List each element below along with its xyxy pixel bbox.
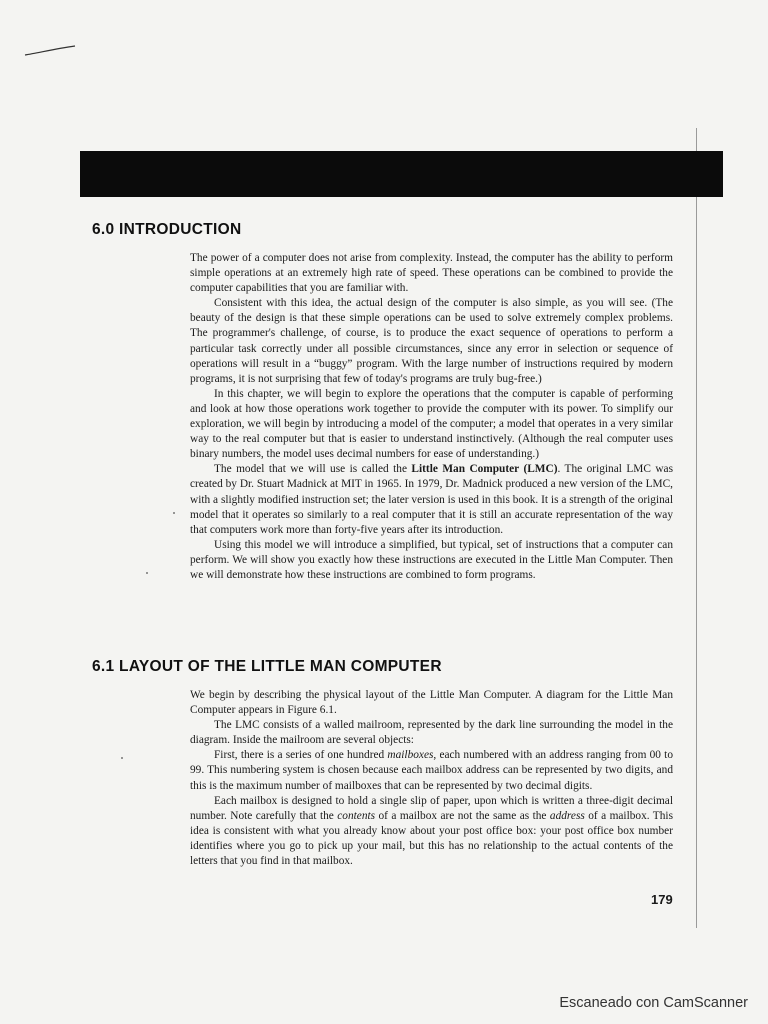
paragraph: We begin by describing the physical layout of the Little Man Computer. A diagram for the Little Man Computer appears in Figure 6.1. [190,689,673,717]
paragraph-text: First, there is a series of one hundred [214,749,388,762]
paragraph [190,748,673,793]
paragraph-text: Each mailbox is designed to hold a single slip of paper, upon which is written a three-digit decimal number. Note carefully that the [190,794,673,822]
paragraph [190,794,673,869]
paragraph: The power of a computer does not arise from complexity. Instead, the computer has the ability to perform simple operations at an extremely high rate of speed. These operations can be combined to provide the computer capabilities that you are familiar with. [190,252,673,295]
paragraph-text: , each numbered with an address ranging from 00 to 99. This numbering system is chosen because each mailbox address can be represented by two digits, and this is the maximum number of mailboxes that can be represented by two decimal digits. [190,749,673,792]
scan-speck [146,572,148,574]
paragraph: Using this model we will introduce a simplified, but typical, set of instructions that a computer can perform. We will show you exactly how these instructions are executed in the Little Man Computer. Then we will demonstrate how these instructions are combined to form programs. [190,538,673,581]
paragraph-text: . The original LMC was created by Dr. Stuart Madnick at MIT in 1965. In 1979, Dr. Madnick produced a new version of the LMC, with a slightly modified instruction set; the later version is used in this book. It is a strength of the original model that it operates so similarly to a real computer that it is still an accurate representation of the way that computers work more than forty-five years after its introduction. [190,463,673,536]
contents-term: contents [337,809,376,822]
page-number: 179 [651,892,673,907]
section-heading-introduction: 6.0 INTRODUCTION [92,221,242,238]
page-edge-rule [696,128,697,928]
lmc-term: Little Man Computer (LMC) [411,463,558,476]
pen-stroke-mark [24,44,76,58]
paragraph-text: The model that we will use is called the [214,463,412,476]
paragraph-text: of a mailbox are not the same as the [375,809,550,822]
layout-body [190,688,673,869]
chapter-header-band [80,151,723,197]
paragraph-text: of a mailbox. This idea is consistent with what you already know about your post office box: your post office box number identifies where you go to pick up your mail, but this has no relationship to the actual contents of the letters that you find in that mailbox. [190,809,673,868]
paragraph [190,462,673,537]
section-heading-layout: 6.1 LAYOUT OF THE LITTLE MAN COMPUTER [92,658,442,675]
scanner-watermark: Escaneado con CamScanner [559,995,748,1011]
scan-speck [121,757,123,759]
scan-speck [173,512,175,514]
paragraph: In this chapter, we will begin to explore the operations that the computer is capable of performing and look at how those operations work together to provide the computer with its power. To simplify our exploration, we will begin by introducing a model of the computer; a model that operates in a very similar way to the real computer but that is easier to understand instinctively. (Although the real computer uses binary numbers, the model uses decimal numbers for ease of understanding.) [190,387,673,461]
introduction-body [190,251,673,583]
mailboxes-term: mailboxes [387,749,434,762]
paragraph: The LMC consists of a walled mailroom, represented by the dark line surrounding the model in the diagram. Inside the mailroom are several objects: [190,719,673,747]
address-term: address [549,809,585,822]
paragraph: Consistent with this idea, the actual design of the computer is also simple, as you will see. (The beauty of the design is that these simple operations can be used to solve extremely complex problems. The programmer's challenge, of course, is to produce the exact sequence of operations to perform a particular task correctly under all possible circumstances, since any error in selection or sequence of operations will result in a “buggy” program. With the large number of instructions required by modern programs, it is not surprising that few of today's programs are truly bug-free.) [190,297,673,385]
